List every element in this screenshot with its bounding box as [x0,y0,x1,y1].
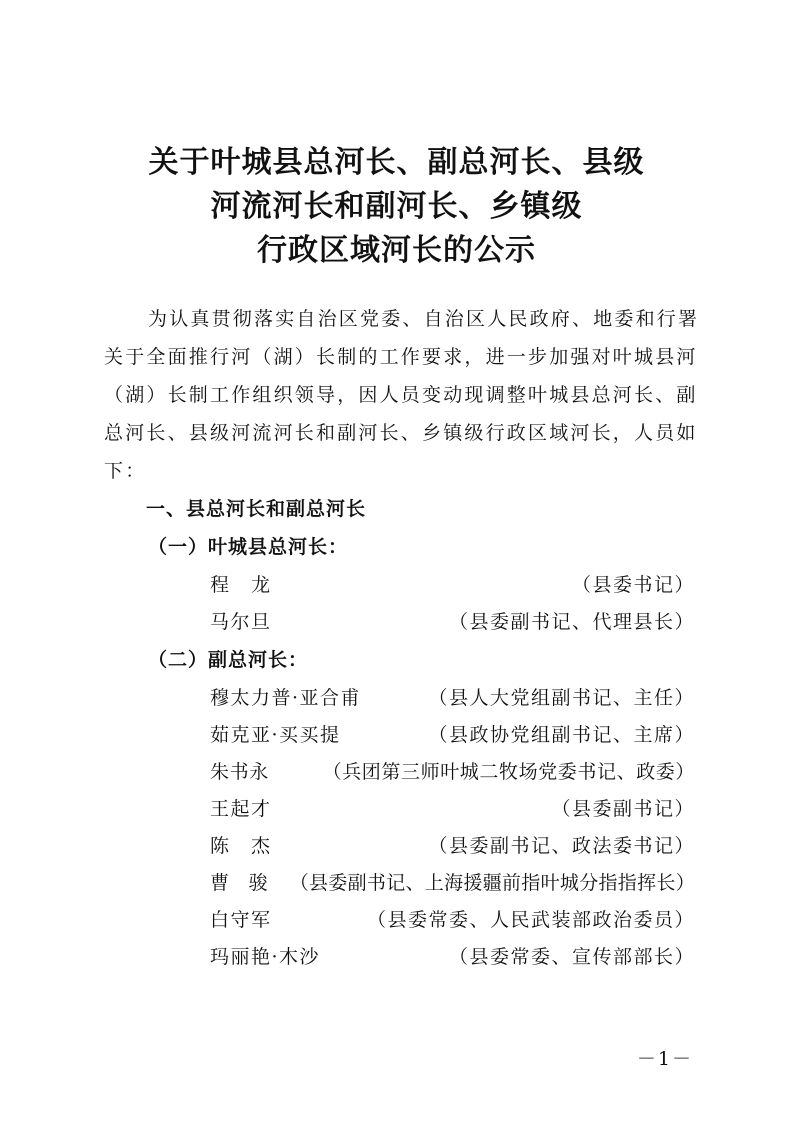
member-name: 曹 骏 [210,872,268,894]
member-role: （县委副书记） [551,798,695,820]
document-title-line-1: 关于叶城县总河长、副总河长、县级 [148,145,645,180]
intro-line-1: 为认真贯彻落实自治区党委、自治区人民政府、地委和行署 [148,308,700,330]
member-row [210,570,695,600]
member-row [210,831,695,861]
page-number: －1－ [636,1048,693,1070]
member-name: 陈 杰 [210,835,272,857]
document-title-line-2: 河流河长和副河长、乡镇级 [210,189,583,224]
subsection-heading-chief: （一）叶城县总河长： [148,536,349,558]
member-role: （兵团第三师叶城二牧场党委书记、政委） [322,761,695,783]
member-name: 马尔旦 [210,611,272,633]
member-name: 白守军 [210,909,272,931]
intro-line-4: 总河长、县级河流河长和副河长、乡镇级行政区域河长，人员如 [104,422,698,444]
member-row [210,683,695,713]
member-role: （县委常委、人民武装部政治委员） [366,909,695,931]
intro-line-5: 下： [104,460,147,482]
member-row [210,757,695,787]
document-title-line-3: 行政区域河长的公示 [257,233,536,268]
member-name: 程 龙 [210,574,272,596]
subsection-heading-deputy: （二）副总河长： [148,649,309,671]
member-role: （县人大党组副书记、主任） [428,687,695,709]
member-row [210,794,695,824]
member-role: （县委副书记、代理县长） [448,611,695,633]
intro-line-3: （湖）长制工作组织领导，因人员变动现调整叶城县总河长、副 [104,384,698,406]
member-row [210,905,695,935]
member-name: 茹克亚·买买提 [210,724,341,746]
member-role: （县委副书记、政法委书记） [428,835,695,857]
member-row [210,942,695,972]
member-name: 王起才 [210,798,272,820]
member-role: （县委副书记、上海援疆前指叶城分指指挥长） [289,872,695,894]
member-row [210,720,695,750]
intro-line-2: 关于全面推行河（湖）长制的工作要求，进一步加强对叶城县河 [104,346,698,368]
section-heading: 一、县总河长和副总河长 [146,498,367,520]
member-role: （县政协党组副书记、主席） [428,724,695,746]
member-name: 玛丽艳·木沙 [210,946,321,968]
member-name: 穆太力普·亚合甫 [210,687,362,709]
member-row [210,868,695,898]
member-role: （县委书记） [571,574,695,596]
member-name: 朱书永 [210,761,269,783]
member-role: （县委常委、宣传部部长） [448,946,695,968]
member-row [210,607,695,637]
